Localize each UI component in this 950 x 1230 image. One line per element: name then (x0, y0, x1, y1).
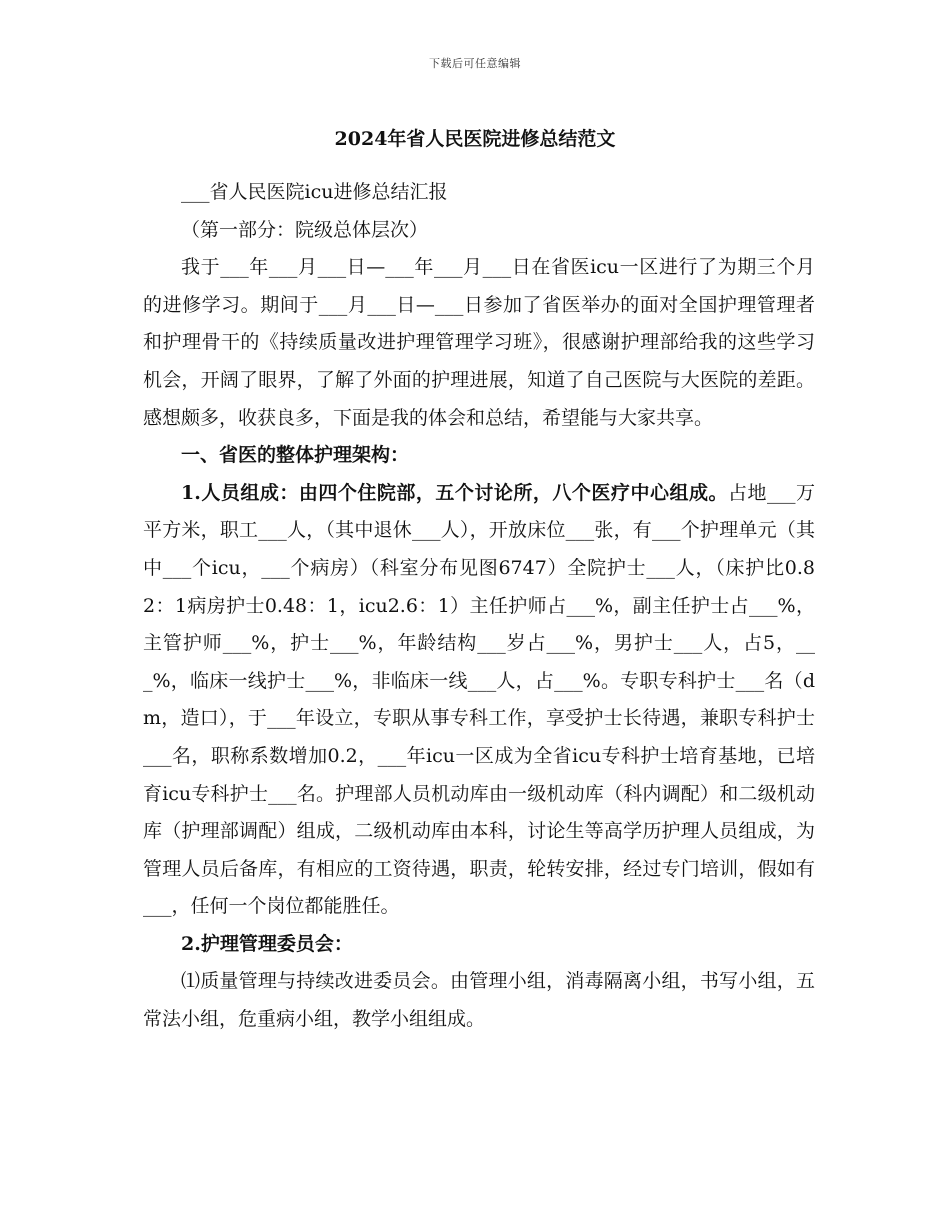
section-heading-1: 一、省医的整体护理架构： (181, 444, 410, 467)
document-title: 2024年省人民医院进修总结范文 (334, 128, 616, 150)
subheading-committee: 2.护理管理委员会： (181, 932, 353, 955)
header-note: 下载后可任意编辑 (429, 57, 521, 70)
subheading-staff-composition: 1.人员组成：由四个住院部，五个讨论所，八个医疗中心组成。 (181, 481, 728, 504)
paragraph-intro: 我于___年___月___日—___年___月___日在省医icu一区进行了为期三个月的进修学习。期间于___月___日—___日参加了省医举办的面对全国护理管理者和护理骨干的《持续质量改进护理管理学习班》，很感谢护理部给我的这些学习机会，开阔了眼界，了解了外面的护理进展，知道了自己医院与大医院的差距。感想颇多，收获良多，下面是我的体会和总结，希望能与大家共享。 (143, 256, 815, 429)
paragraph-part-one: （第一部分：院级总体层次） (181, 218, 429, 241)
paragraph-quality-committee: ⑴质量管理与持续改进委员会。由管理小组，消毒隔离小组，书写小组，五常法小组，危重病小组，教学小组组成。 (143, 970, 815, 1031)
paragraph-staff-details: 占地___万平方米，职工___人，（其中退休___人），开放床位___张，有___个护理单元（其中___个icu，___个病房）（科室分布见图6747）全院护士___人，（床护比0.82：1病房护士0.48：1，icu2.6：1）主任护师占___%，副主任护士占___%，主管护师___%，护士___%，年龄结构___岁占___%，男护士___人，占5，___%，临床一线护士___%，非临床一线___人，占___%。专职专科护士___名（dm，造口），于___年设立，专职从事专科工作，享受护士长待遇，兼职专科护士___名，职称系数增加0.2，___年icu一区成为全省icu专科护士培育基地，已培育icu专科护士___名。护理部人员机动库由一级机动库（科内调配）和二级机动库（护理部调配）组成，二级机动库由本科，讨论生等高学历护理人员组成，为管理人员后备库，有相应的工资待遇，职责，轮转安排，经过专门培训，假如有___，任何一个岗位都能胜任。 (143, 481, 815, 918)
paragraph-report-title: ___省人民医院icu进修总结汇报 (181, 181, 448, 203)
paragraph-staff-composition (143, 475, 815, 926)
document-body (143, 174, 815, 1039)
